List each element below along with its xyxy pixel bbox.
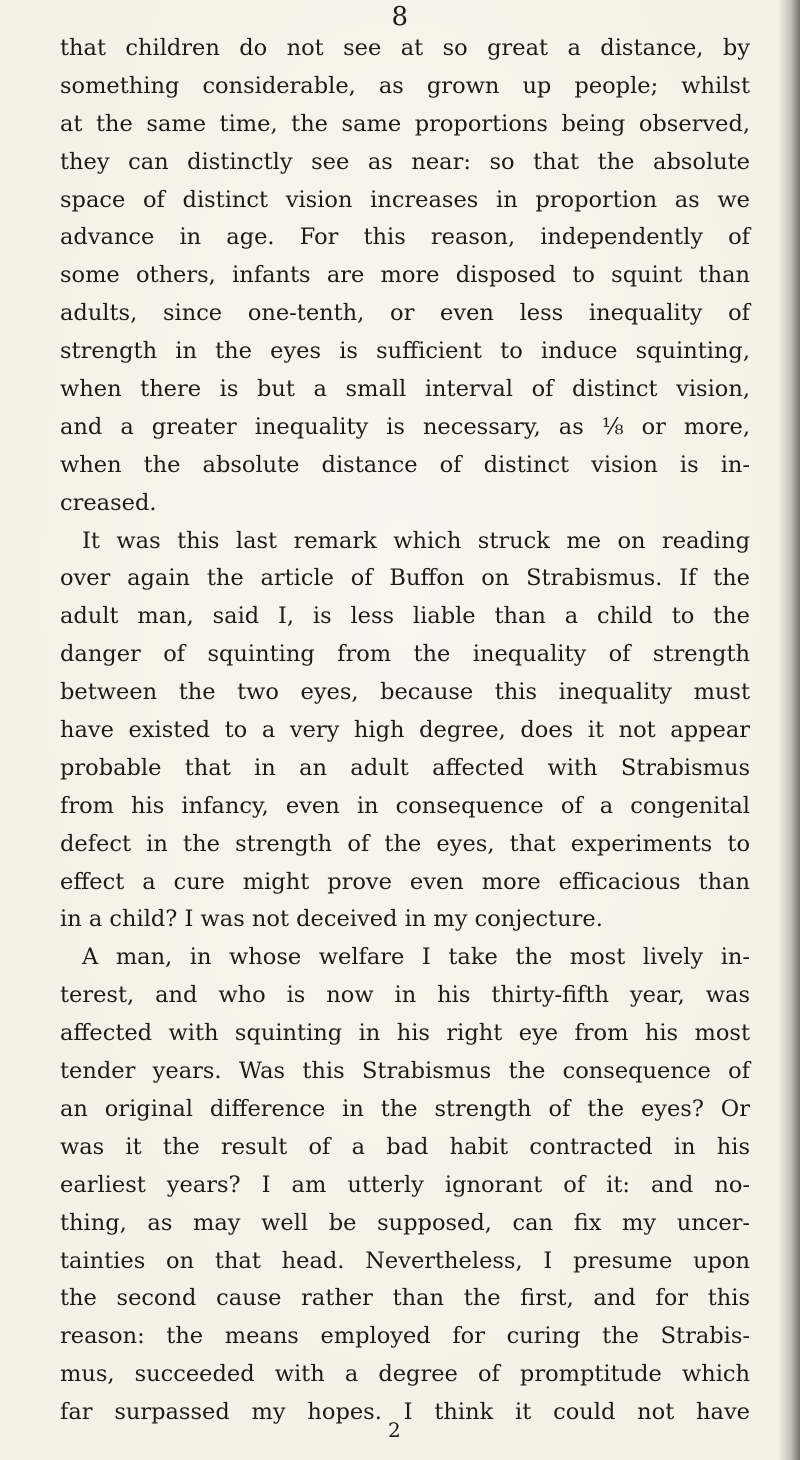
text-line: at the same time, the same proportions being observed, xyxy=(60,110,750,137)
text-line: effect a cure might prove even more efficacious than xyxy=(60,868,750,895)
body-text xyxy=(60,30,750,1432)
text-line: between the two eyes, because this inequality must xyxy=(60,679,750,706)
text-line: probable that in an adult affected with Strabismus xyxy=(60,754,750,781)
text-line: advance in age. For this reason, independently of xyxy=(60,224,750,251)
text-line: affected with squinting in his right eye from his most xyxy=(60,1020,750,1047)
text-line: terest, and who is now in his thirty-fifth year, was xyxy=(60,982,750,1009)
paragraph-start-line: It was this last remark which struck me on reading xyxy=(82,527,750,554)
text-line: defect in the strength of the eyes, that experiments to xyxy=(60,830,750,857)
text-line: over again the article of Buffon on Strabismus. If the xyxy=(60,565,750,592)
signature-mark: 2 xyxy=(388,1418,401,1442)
text-line: that children do not see at so great a distance, by xyxy=(60,35,750,61)
text-line: adult man, said I, is less liable than a child to the xyxy=(60,603,750,630)
text-line: earliest years? I am utterly ignorant of it: and no- xyxy=(60,1171,750,1198)
text-line: was it the result of a bad habit contracted in his xyxy=(60,1133,750,1160)
text-line: tender years. Was this Strabismus the consequence of xyxy=(60,1058,750,1085)
text-line: strength in the eyes is sufficient to induce squinting, xyxy=(60,338,750,365)
text-line: something considerable, as grown up people; whilst xyxy=(60,72,750,99)
text-line: reason: the means employed for curing the Strabis- xyxy=(60,1323,750,1350)
text-line: danger of squinting from the inequality of strength xyxy=(60,641,750,668)
text-line: have existed to a very high degree, does it not appear xyxy=(60,717,750,744)
text-line: creased. xyxy=(60,489,157,516)
text-line: they can distinctly see as near: so that the absolute xyxy=(60,148,750,175)
page-number: 8 xyxy=(391,2,409,32)
text-line: adults, since one-tenth, or even less inequality of xyxy=(60,300,750,327)
text-line: in a child? I was not deceived in my conjecture. xyxy=(60,906,603,933)
text-line: the second cause rather than the first, and for this xyxy=(60,1285,750,1312)
text-line: space of distinct vision increases in proportion as we xyxy=(60,186,750,213)
text-line: some others, infants are more disposed to squint than xyxy=(60,262,750,289)
text-line: thing, as may well be supposed, can fix my uncer- xyxy=(60,1209,750,1236)
paragraph-start-line: A man, in whose welfare I take the most lively in- xyxy=(82,944,750,971)
text-line: from his infancy, even in consequence of a congenital xyxy=(60,792,750,819)
page-edge-shadow xyxy=(778,0,800,1460)
text-line: when the absolute distance of distinct vision is in- xyxy=(60,451,750,478)
text-line: mus, succeeded with a degree of promptitude which xyxy=(60,1361,750,1388)
text-line: and a greater inequality is necessary, as ⅛ or more, xyxy=(60,413,750,440)
text-line: when there is but a small interval of distinct vision, xyxy=(60,376,750,403)
text-line: far surpassed my hopes. I think it could not have xyxy=(60,1399,750,1426)
text-line: an original difference in the strength of the eyes? Or xyxy=(60,1095,750,1122)
text-line: tainties on that head. Nevertheless, I presume upon xyxy=(60,1247,750,1274)
